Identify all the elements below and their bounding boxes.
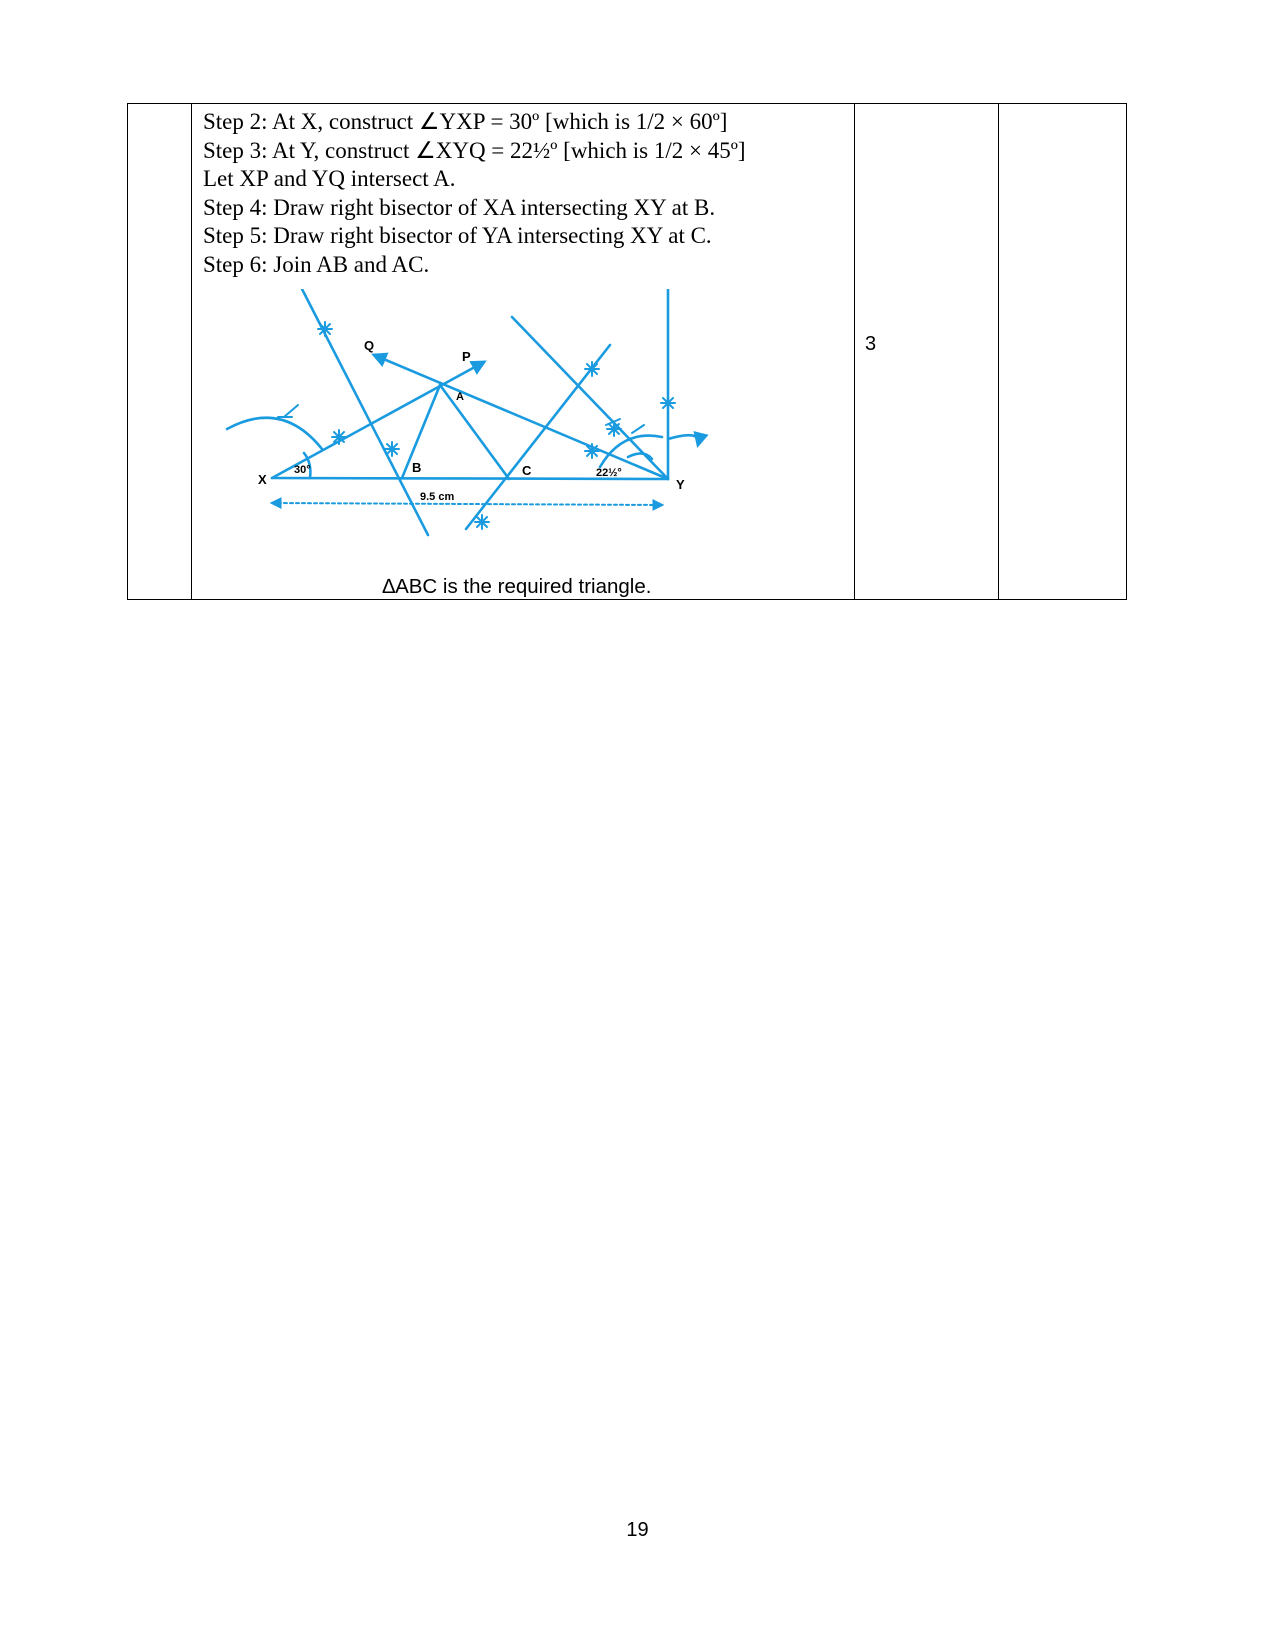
- step-line: Step 2: At X, construct ∠YXP = 30º [which is 1/2 × 60º]: [203, 109, 728, 134]
- figure-caption: ∆ABC is the required triangle.: [382, 575, 652, 598]
- label-p: P: [462, 349, 471, 364]
- label-angle-x: 30°: [294, 464, 311, 476]
- label-angle-y: 22½°: [596, 467, 622, 479]
- label-b: B: [412, 460, 422, 475]
- label-c: C: [522, 463, 532, 478]
- step-line: Step 3: At Y, construct ∠XYQ = 22½º [which is 1/2 × 45º]: [203, 137, 746, 163]
- label-x: X: [258, 472, 267, 487]
- step-line: Let XP and YQ intersect A.: [203, 166, 456, 191]
- serial-cell: [128, 104, 192, 600]
- marks-value: 3: [865, 333, 877, 355]
- marks-cell: [855, 104, 999, 600]
- step-line: Step 4: Draw right bisector of XA intersecting XY at B.: [203, 194, 716, 220]
- remarks-cell: [999, 104, 1127, 600]
- page-number: 19: [626, 1519, 649, 1541]
- arc-y-outer: [668, 435, 698, 445]
- label-y: Y: [676, 477, 685, 492]
- side-ac: [440, 385, 509, 479]
- construction-lines: [227, 289, 698, 535]
- construction-diagram: [192, 289, 854, 577]
- construction-figure: [192, 289, 854, 577]
- arc-x-large: [227, 418, 322, 449]
- ray-xp: [272, 362, 484, 478]
- answer-cell: [192, 104, 855, 600]
- construction-steps: [192, 104, 854, 279]
- label-q: Q: [364, 338, 375, 353]
- label-length: 9.5 cm: [420, 491, 455, 503]
- answer-table: [127, 103, 1127, 600]
- label-a: A: [456, 391, 464, 403]
- length-dimension-line: [272, 503, 662, 505]
- step-line: Step 5: Draw right bisector of YA intersecting XY at C.: [203, 223, 712, 248]
- answer-row: [128, 104, 1127, 600]
- step-line: Step 6: Join AB and AC.: [203, 251, 430, 277]
